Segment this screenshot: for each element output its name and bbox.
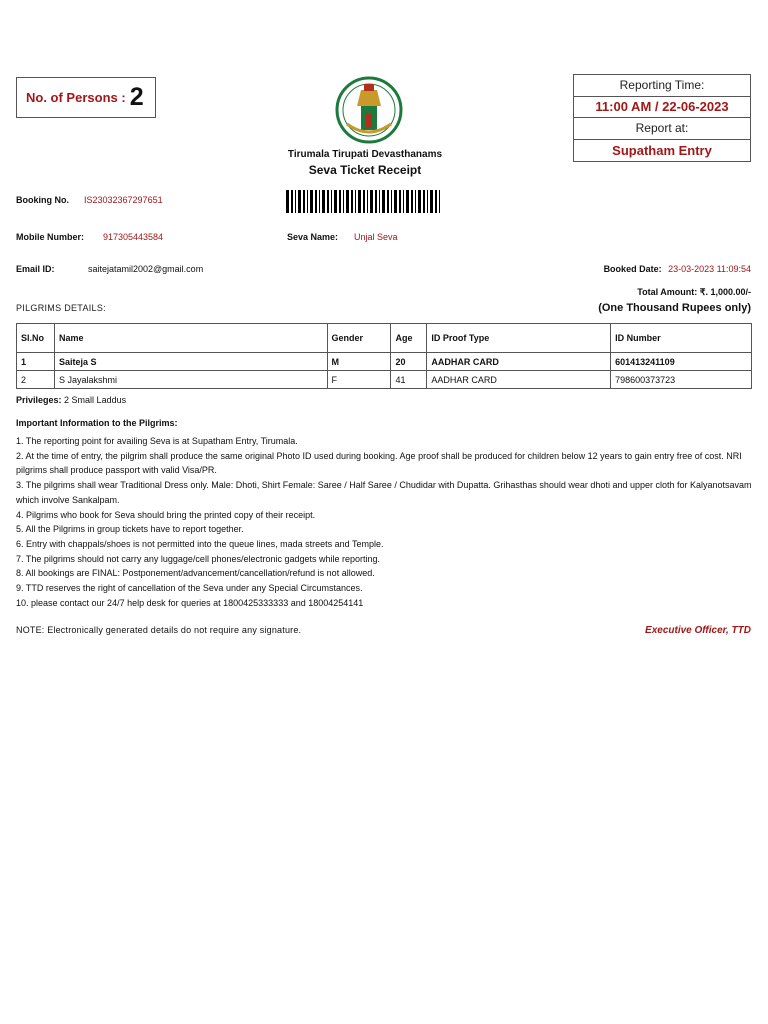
total-amount: Total Amount: ₹. 1,000.00/- <box>637 287 751 297</box>
cell-age: 20 <box>391 353 427 371</box>
list-item: 7. The pilgrims should not carry any luggage/cell phones/electronic gadgets while reporting. <box>16 553 381 564</box>
list-item: 5. All the Pilgrims in group tickets have to report together. <box>16 524 244 535</box>
report-at-value: Supatham Entry <box>612 142 712 158</box>
cell-id-number: 798600373723 <box>611 371 752 389</box>
cell-gender: M <box>327 353 391 371</box>
booked-date-value: 23-03-2023 11:09:54 <box>668 264 751 274</box>
receipt-title: Seva Ticket Receipt <box>308 163 422 177</box>
list-item: 3. The pilgrims shall wear Traditional Dress only. Male: Dhoti, Shirt Female: Saree / Half Saree / Chudidar with Dupatta. Grihasthas should wear dhoti and upper cloth for Kalyanotsavam which involve Sankalpam. <box>16 480 752 505</box>
column-header-id-proof: ID Proof Type <box>427 324 611 353</box>
report-at-label-cell <box>574 118 750 140</box>
column-header-slno: Sl.No <box>17 324 55 353</box>
ttd-emblem-logo <box>329 76 409 144</box>
booking-barcode <box>286 190 442 213</box>
booking-number-value: IS23032367297651 <box>84 195 163 205</box>
booked-date-group <box>604 264 751 274</box>
reporting-time-label: Reporting Time: <box>619 78 705 93</box>
list-item: 10. please contact our 24/7 help desk for queries at 1800425333333 and 18004254141 <box>16 597 364 608</box>
signature-note: NOTE: Electronically generated details do not require any signature. <box>16 625 302 635</box>
report-at-label: Report at: <box>635 121 689 136</box>
privileges-value: 2 Small Laddus <box>64 395 127 405</box>
pilgrims-details-heading: PILGRIMS DETAILS: <box>16 303 106 313</box>
cell-name: S Jayalakshmi <box>54 371 327 389</box>
seva-name-label: Seva Name: <box>287 232 339 242</box>
list-item: 9. TTD reserves the right of cancellation of the Seva under any Special Circumstances. <box>16 583 363 594</box>
cell-id-proof: AADHAR CARD <box>427 353 611 371</box>
reporting-box <box>573 74 751 162</box>
pilgrims-table <box>16 323 752 389</box>
important-info-list <box>16 434 752 610</box>
persons-count: 2 <box>129 83 144 111</box>
amount-in-words: (One Thousand Rupees only) <box>598 302 751 314</box>
privileges-label: Privileges: <box>16 395 62 405</box>
booked-date-label: Booked Date: <box>603 264 662 274</box>
reporting-time-value-cell <box>574 97 750 119</box>
email-label: Email ID: <box>16 264 55 274</box>
cell-gender: F <box>327 371 391 389</box>
important-info-heading: Important Information to the Pilgrims: <box>16 418 178 428</box>
email-value: saitejatamil2002@gmail.com <box>88 264 204 274</box>
executive-officer-signature: Executive Officer, TTD <box>645 625 751 636</box>
cell-age: 41 <box>391 371 427 389</box>
list-item: 1. The reporting point for availing Seva is at Supatham Entry, Tirumala. <box>16 436 298 446</box>
mobile-number-label: Mobile Number: <box>16 232 85 242</box>
seva-name-value: Unjal Seva <box>354 232 398 242</box>
list-item: 8. All bookings are FINAL: Postponement/advancement/cancellation/refund is not allowed. <box>16 568 375 579</box>
cell-id-proof: AADHAR CARD <box>427 371 611 389</box>
table-row <box>17 353 752 371</box>
cell-slno: 1 <box>17 353 55 371</box>
table-row <box>17 371 752 389</box>
privileges-line <box>16 395 126 405</box>
report-at-value-cell <box>574 140 750 162</box>
list-item: 4. Pilgrims who book for Seva should bring the printed copy of their receipt. <box>16 509 316 520</box>
cell-name: Saiteja S <box>54 353 327 371</box>
booking-number-label: Booking No. <box>16 195 69 205</box>
list-item: 6. Entry with chappals/shoes is not permitted into the queue lines, mada streets and Temple. <box>16 538 384 549</box>
table-header-row <box>17 324 752 353</box>
reporting-time-value: 11:00 AM / 22-06-2023 <box>595 99 729 115</box>
persons-box <box>16 77 156 118</box>
column-header-age: Age <box>391 324 427 353</box>
cell-slno: 2 <box>17 371 55 389</box>
column-header-gender: Gender <box>327 324 391 353</box>
cell-id-number: 601413241109 <box>611 353 752 371</box>
mobile-number-value: 917305443584 <box>103 232 164 242</box>
list-item: 2. At the time of entry, the pilgrim shall produce the same original Photo ID used during booking. Age proof shall be produced for children below 12 years to gain entry free of cost. NRI pilgrims shall produce passport with valid Visa/PR. <box>16 450 742 476</box>
column-header-name: Name <box>54 324 327 353</box>
organization-name: Tirumala Tirupati Devasthanams <box>287 149 443 160</box>
persons-label: No. of Persons : <box>26 90 126 105</box>
column-header-id-number: ID Number <box>611 324 752 353</box>
reporting-time-label-cell <box>574 75 750 97</box>
